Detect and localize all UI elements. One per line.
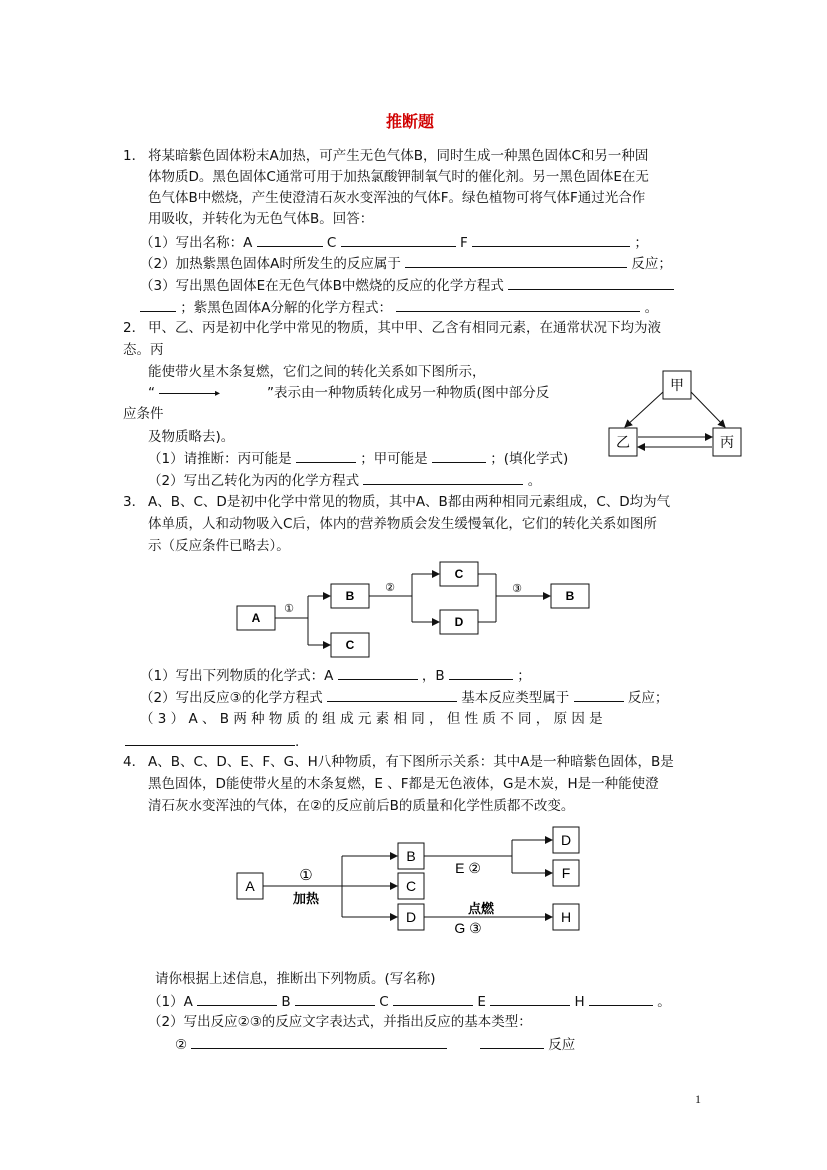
sub-question-text: （2）加热紫黑色固体A时所发生的反应属于	[140, 256, 401, 272]
q4-label-g3: G ③	[454, 920, 482, 936]
question-text: ”表示由一种物质转化成另一种物质(图中部分反	[267, 385, 550, 401]
question-text: 体物质D。黑色固体C通常可用于加热氯酸钾制氧气时的催化剂。另一黑色固体E在无	[148, 169, 649, 185]
question-number: 1．	[123, 148, 146, 164]
node-jia-label: 甲	[670, 378, 684, 394]
q3-node-d: D	[454, 615, 464, 629]
question-text: A、B、C、D是初中化学中常见的物质，其中A、B都由两种相同元素组成，C、D均为气	[148, 494, 671, 510]
q4-node-a: A	[245, 878, 255, 894]
q4-node-d: D	[405, 909, 417, 925]
node-yi-label: 乙	[616, 435, 630, 451]
q3-node-c2: C	[454, 567, 464, 581]
sub-question: （ 3 ） A 、 B 两 种 物 质 的 组 成 元 素 相 同 ， 但 性 质 不 同 ， 原 因 是	[140, 711, 603, 727]
q4-node-h: H	[560, 909, 572, 925]
q4-node-b: B	[406, 848, 416, 864]
sub-question-text: .	[295, 734, 300, 750]
question-text: 应条件	[123, 406, 164, 422]
sub-question-text: ；(填化学式)	[490, 451, 569, 467]
q3-node-b2: B	[565, 589, 575, 603]
sub-question-text: （2）写出乙转化为丙的化学方程式	[148, 473, 360, 489]
q3-node-b: B	[345, 589, 355, 603]
question-text: 体单质，人和动物吸入C后，体内的营养物质会发生缓慢氧化，它们的转化关系如图所	[148, 516, 657, 532]
question-text: 黑色固体，D能使带火星的木条复燃，E 、F都是无色液体，G是木炭，H是一种能使澄	[148, 776, 659, 792]
q3-node-c: C	[345, 638, 355, 652]
sub-question-text: 反应；	[627, 690, 669, 706]
question-text: 能使带火星木条复燃，它们之间的转化关系如下图所示，	[148, 364, 486, 380]
sub-question-text: ；	[634, 235, 648, 251]
sub-question-text: ；	[517, 668, 531, 684]
sub-question-text: F	[459, 235, 468, 251]
sub-question-text: 基本反应类型属于	[461, 690, 570, 706]
question-number: 4．	[123, 754, 146, 770]
arrow-jia-yi	[625, 392, 663, 427]
quote-mark: “	[148, 385, 155, 401]
sub-question-text: （2）写出反应③的化学方程式	[140, 690, 323, 706]
sub-question-text: （1）写出下列物质的化学式：A	[140, 668, 334, 684]
question-text: 及物质略去)。	[148, 429, 235, 445]
sub-question-text: （1）请推断：丙可能是	[148, 451, 292, 467]
q4-diagram	[237, 827, 579, 936]
q4-label-ignite: 点燃	[467, 902, 495, 917]
sub-question-text: E	[477, 994, 486, 1010]
sub-question-text: 反应	[548, 1037, 576, 1053]
sub-question: （2）写出反应②③的反应文字表达式，并指出反应的基本类型：	[148, 1014, 532, 1030]
question-text: 示（反应条件已略去）。	[148, 538, 290, 554]
sub-question-text: B	[281, 994, 291, 1010]
arrow-symbol: ▸	[155, 387, 267, 397]
sub-question-text: C	[379, 994, 389, 1010]
node-bing-label: 丙	[720, 435, 734, 451]
question-number: 2．	[123, 320, 146, 336]
q3-node-a: A	[251, 611, 261, 625]
sub-question-text: （1）A	[148, 994, 193, 1010]
question-text: 用吸收，并转化为无色气体B。回答：	[148, 211, 374, 227]
question-text: 清石灰水变浑浊的气体，在②的反应前后B的质量和化学性质都不改变。	[148, 798, 575, 814]
question-text: 将某暗紫色固体粉末A加热，可产生无色气体B，同时生成一种黑色固体C和另一种固	[148, 148, 649, 164]
sub-question-text: ②	[175, 1037, 188, 1053]
q4-label-e2: E ②	[455, 860, 481, 876]
page-number: 1	[695, 1092, 701, 1106]
sub-question-text: 。	[527, 473, 542, 489]
q4-node-c: C	[405, 878, 417, 894]
question-text: 甲、乙、丙是初中化学中常见的物质，其中甲、乙含有相同元素，在通常状况下均为液	[148, 320, 661, 336]
sub-question-text: ，B	[421, 668, 445, 684]
arrow-jia-bing	[691, 392, 725, 427]
question-text: 态。丙	[123, 342, 164, 358]
sub-question-text: 反应；	[631, 256, 672, 272]
question-number: 3．	[123, 494, 146, 510]
q2-diagram	[609, 371, 741, 456]
q4-label-heat: 加热	[292, 892, 320, 907]
q4-node-f: F	[561, 865, 571, 881]
q4-label-1: ①	[299, 867, 313, 884]
sub-question-text: ；紫黑色固体A分解的化学方程式：	[180, 300, 393, 316]
q4-node-d2: D	[560, 832, 572, 848]
question-text: A、B、C、D、E、F、G、H八种物质，有下图所示关系：其中A是一种暗紫色固体，B是	[148, 754, 674, 770]
q3-label-2: ②	[385, 582, 395, 594]
sub-question-text: C	[326, 235, 337, 251]
sub-question-text: ；甲可能是	[360, 451, 428, 467]
sub-question-text: H	[574, 994, 585, 1010]
sub-question-text: （3）写出黑色固体E在无色气体B中燃烧的反应的化学方程式	[140, 278, 504, 294]
question-text: 色气体B中燃烧，产生使澄清石灰水变浑浊的气体F。绿色植物可将气体F通过光合作	[148, 190, 646, 206]
sub-question-text: 。	[644, 300, 659, 316]
q3-diagram	[237, 562, 589, 657]
page-title: 推断题	[386, 112, 435, 131]
sub-question-text: （1）写出名称：A	[140, 235, 253, 251]
question-text: 请你根据上述信息，推断出下列物质。(写名称)	[155, 971, 436, 987]
sub-question-text: 。	[657, 994, 671, 1010]
q3-label-1: ①	[284, 603, 294, 615]
q3-label-3: ③	[512, 583, 522, 595]
